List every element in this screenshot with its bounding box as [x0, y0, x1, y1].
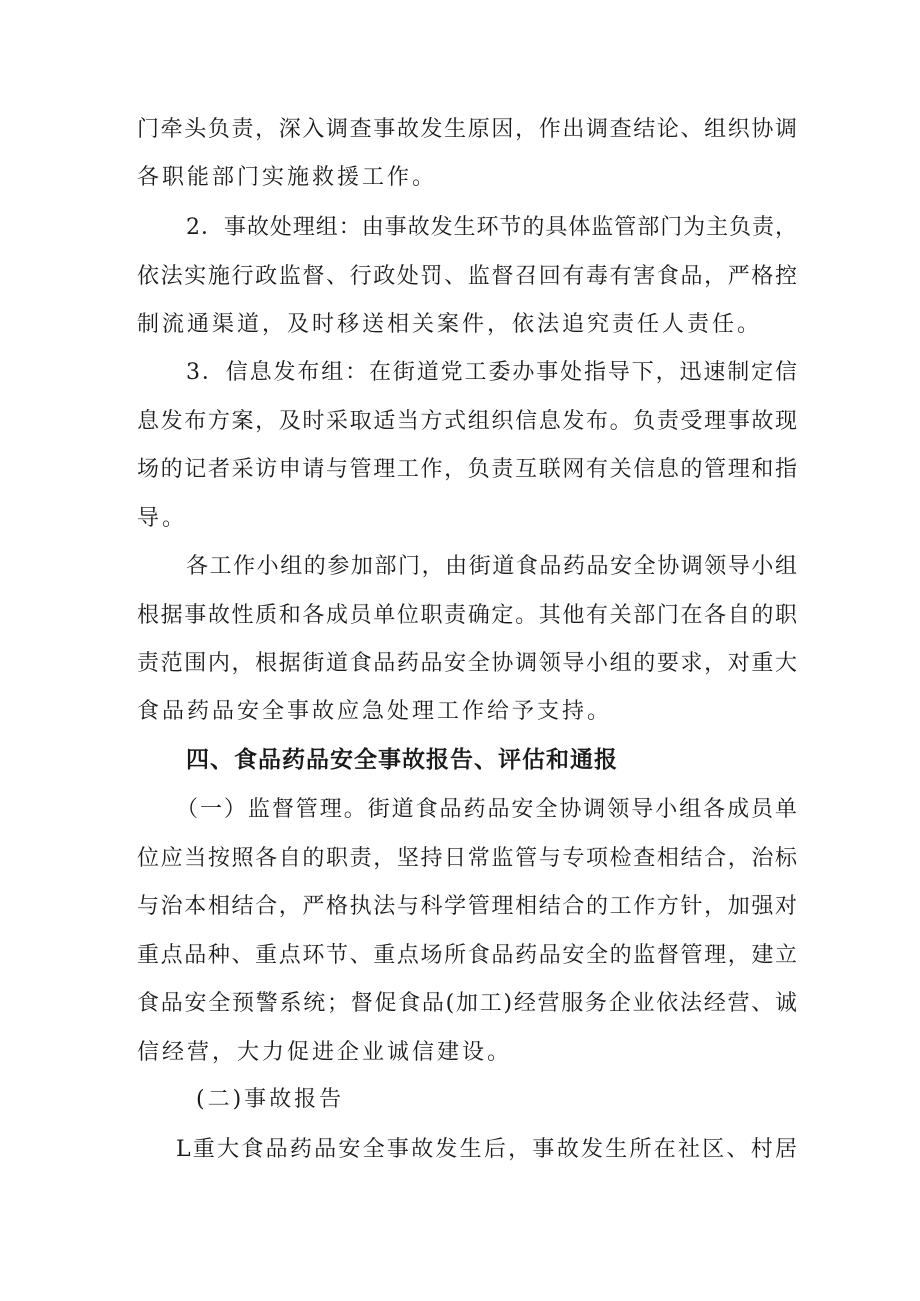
body-text-line: 位应当按照各自的职责，坚持日常监管与专项检查相结合，治标 — [137, 846, 797, 871]
body-text-line: 制流通渠道，及时移送相关案件，依法追究责任人责任。 — [137, 312, 763, 337]
body-text-line: 依法实施行政监督、行政处罚、监督召回有毒有害食品，严格控 — [137, 264, 797, 289]
body-text-line: 门牵头负责，深入调查事故发生原因，作出调查结论、组织协调 — [137, 117, 797, 142]
body-text-line: 各职能部门实施救援工作。 — [137, 165, 438, 190]
body-text-line: L重大食品药品安全事故发生后，事故发生所在社区、村居 — [176, 1137, 797, 1162]
body-text-line: 责范围内，根据街道食品药品安全协调领导小组的要求，对重大 — [137, 651, 797, 676]
body-text-line: 场的记者采访申请与管理工作，负责互联网有关信息的管理和指 — [137, 457, 797, 482]
subsection-title: (二)事故报告 — [196, 1087, 345, 1112]
body-text-line: （一）监督管理。街道食品药品安全协调领导小组各成员单 — [176, 797, 797, 822]
body-text-line: 3．信息发布组：在街道党工委办事处指导下，迅速制定信 — [186, 360, 797, 385]
body-text-line: 食品安全预警系统；督促食品(加工)经营服务企业依法经营、诚 — [137, 991, 797, 1016]
body-text-line: 信经营，大力促进企业诚信建设。 — [137, 1040, 513, 1065]
body-text-line: 各工作小组的参加部门，由街道食品药品安全协调领导小组 — [186, 554, 797, 579]
body-text-line: 导。 — [137, 506, 188, 531]
body-text-line: 重点品种、重点环节、重点场所食品药品安全的监督管理，建立 — [137, 943, 797, 968]
section-heading: 四、食品药品安全事故报告、评估和通报 — [186, 747, 618, 773]
body-text-line: 食品药品安全事故应急处理工作给予支持。 — [137, 699, 613, 724]
body-text-line: 与治本相结合，严格执法与科学管理相结合的工作方针，加强对 — [137, 894, 797, 919]
body-text-line: 2．事故处理组：由事故发生环节的具体监管部门为主负责， — [186, 215, 797, 240]
body-text-line: 息发布方案，及时采取适当方式组织信息发布。负责受理事故现 — [137, 409, 797, 434]
body-text-line: 根据事故性质和各成员单位职责确定。其他有关部门在各自的职 — [137, 603, 797, 628]
